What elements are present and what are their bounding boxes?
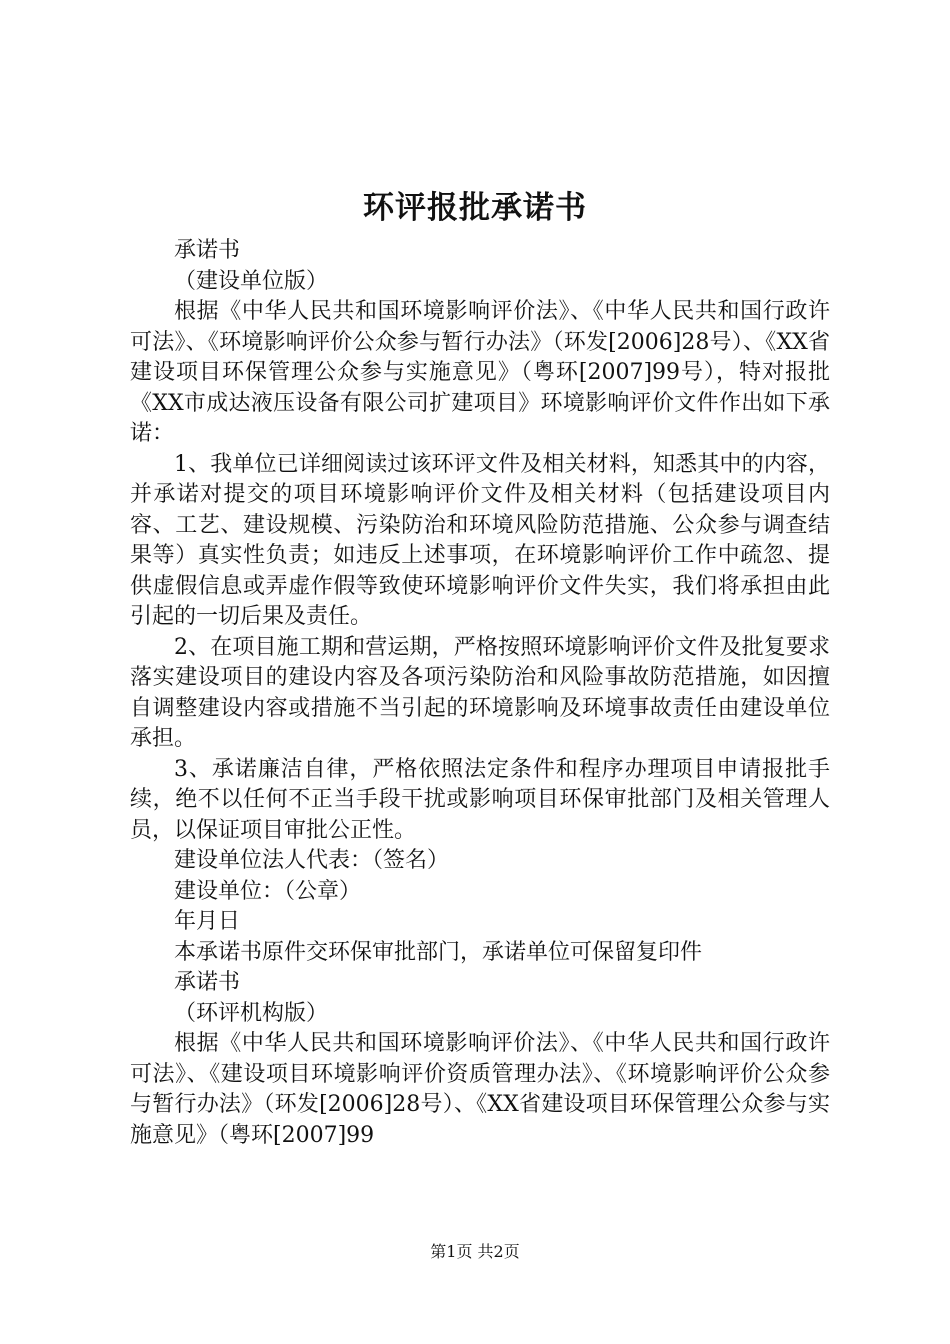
paragraph-subheading: （建设单位版） (174, 268, 329, 294)
date-line: 年月日 (174, 909, 241, 934)
document-title: 环评报批承诺书 (363, 190, 587, 226)
paragraph-item-1: 1、我单位已详细阅读过该环评文件及相关材料，知悉其中的内容，并承诺对提交的项目环境影响评价文件及相关材料（包括建设项目内容、工艺、建设规模、污染防治和环境风险防范措施、公众参与调查结果等）真实性负责；如违反上述事项，在环境影响评价工作中疏忽、提供虚假信息或弄虚作假等致使环境影响评价文件失实，我们将承担由此引起的一切后果及责任。 (130, 451, 830, 629)
paragraph-intro-2: 根据《中华人民共和国环境影响评价法》、《中华人民共和国行政许可法》、《建设项目环境影响评价资质管理办法》、《环境影响评价公众参与暂行办法》（环发[2006]28号）、《XX省建设项目环保管理公众参与实施意见》（粤环[2007]99 (130, 1031, 830, 1148)
paragraph-item-3: 3、承诺廉洁自律，严格依照法定条件和程序办理项目申请报批手续，绝不以任何不正当手段干扰或影响项目环保审批部门及相关管理人员，以保证项目审批公正性。 (130, 756, 830, 843)
document-body (130, 236, 830, 1151)
paragraph-heading: 承诺书 (174, 238, 241, 263)
paragraph-item-2: 2、在项目施工期和营运期，严格按照环境影响评价文件及批复要求落实建设项目的建设内容及各项污染防治和风险事故防范措施，如因擅自调整建设内容或措施不当引起的环境影响及环境事故责任由建设单位承担。 (130, 634, 830, 751)
paragraph-heading-2: 承诺书 (174, 970, 241, 995)
signature-line: 建设单位法人代表：（签名） (174, 848, 450, 873)
seal-line: 建设单位：（公章） (174, 878, 362, 904)
copy-note: 本承诺书原件交环保审批部门，承诺单位可保留复印件 (174, 939, 703, 965)
paragraph-intro: 根据《中华人民共和国环境影响评价法》、《中华人民共和国行政许可法》、《环境影响评价公众参与暂行办法》（环发[2006]28号）、《XX省建设项目环保管理公众参与实施意见》（粤环[2007]99号），特对报批《XX市成达液压设备有限公司扩建项目》环境影响评价文件作出如下承诺： (130, 299, 830, 446)
paragraph-subheading-2: （环评机构版） (174, 1000, 329, 1026)
page-footer: 第1页 共2页 (430, 1242, 520, 1261)
